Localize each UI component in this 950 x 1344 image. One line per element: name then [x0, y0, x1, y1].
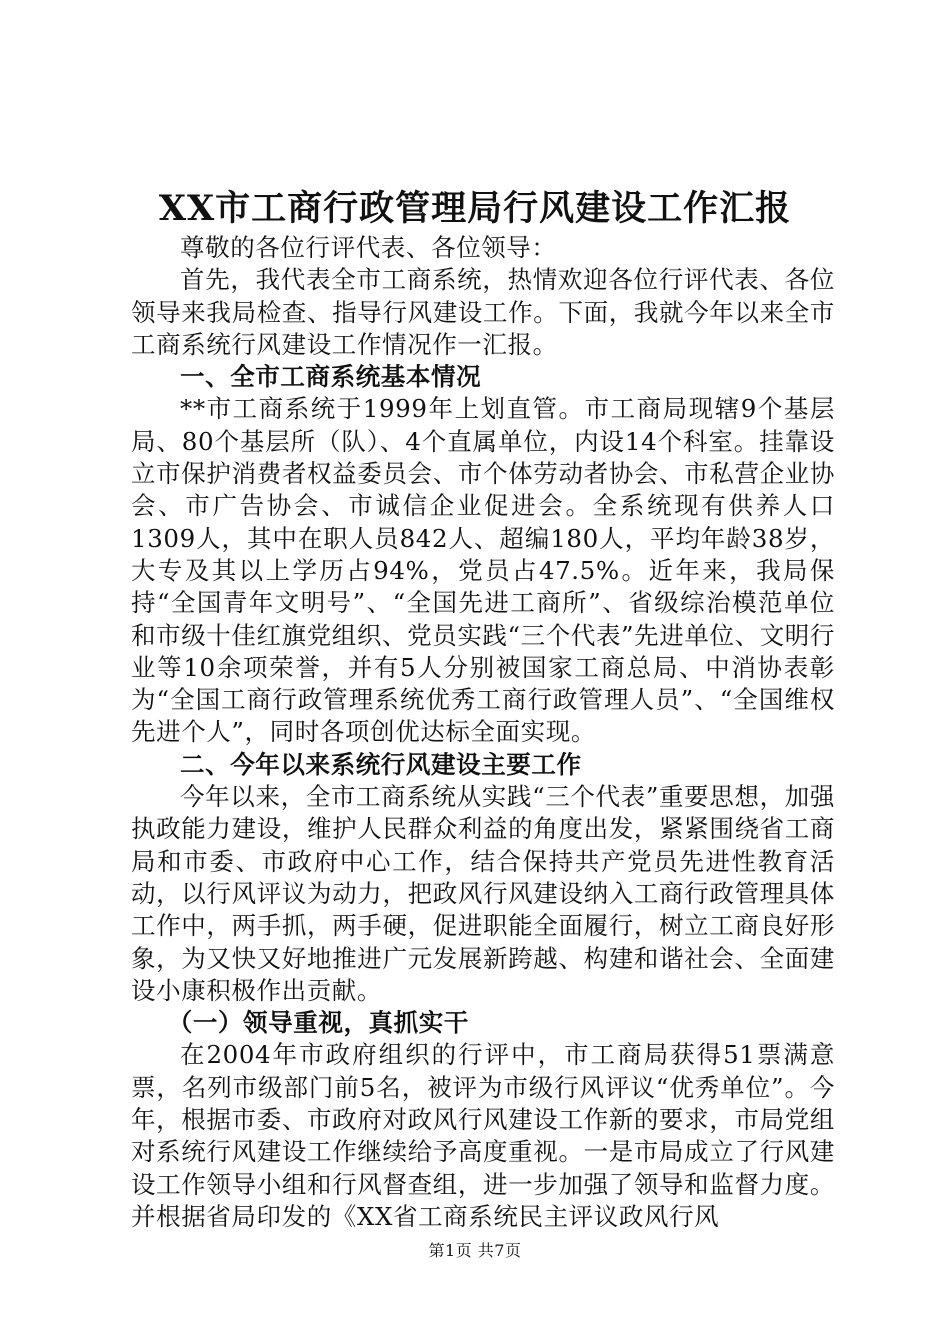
document-body: [131, 232, 835, 1233]
subsection-1-paragraph: 在2004年市政府组织的行评中，市工商局获得51票满意票，名列市级部门前5名，被评为市级行风评议“优秀单位”。今年，根据市委、市政府对政风行风建设工作新的要求，市局党组对系统行风建设工作继续给予高度重视。一是市局成立了行风建设工作领导小组和行风督查组，进一步加强了领导和监督力度。并根据省局印发的《XX省工商系统民主评议政风行风: [131, 1040, 835, 1231]
section-heading-1: 一、全市工商系统基本情况: [180, 362, 482, 392]
salutation-paragraph: 尊敬的各位行评代表、各位领导：: [180, 233, 557, 262]
subsection-heading-1: （一）领导重视，真抓实干: [167, 1008, 469, 1038]
section-heading-2: 二、今年以来系统行风建设主要工作: [180, 749, 582, 779]
section-2-paragraph: 今年以来，全市工商系统从实践“三个代表”重要思想，加强执政能力建设，维护人民群众利益的角度出发，紧紧围绕省工商局和市委、市政府中心工作，结合保持共产党员先进性教育活动，以行风评议为动力，把政风行风建设纳入工商行政管理具体工作中，两手抓，两手硬，促进职能全面履行，树立工商良好形象，为又快又好地推进广元发展新跨越、构建和谐社会、全面建设小康积极作出贡献。: [131, 782, 835, 1005]
intro-paragraph: 首先，我代表全市工商系统，热情欢迎各位行评代表、各位领导来我局检查、指导行风建设工作。下面，我就今年以来全市工商系统行风建设工作情况作一汇报。: [131, 265, 835, 359]
document-title: XX市工商行政管理局行风建设工作汇报: [158, 188, 792, 229]
section-1-paragraph: **市工商系统于1999年上划直管。市工商局现辖9个基层局、80个基层所（队）、4个直属单位，内设14个科室。挂靠设立市保护消费者权益委员会、市个体劳动者协会、市私营企业协会、市广告协会、市诚信企业促进会。全系统现有供养人口1309人，其中在职人员842人、超编180人，平均年龄38岁，大专及其以上学历占94%，党员占47.5%。近年来，我局保持“全国青年文明号”、“全国先进工商所”、省级综治模范单位和市级十佳红旗党组织、党员实践“三个代表”先进单位、文明行业等10余项荣誉，并有5人分别被国家工商总局、中消协表彰为“全国工商行政管理系统优秀工商行政管理人员”、“全国维权先进个人”，同时各项创优达标全面实现。: [131, 394, 835, 747]
page-number-footer: 第1页 共7页: [428, 1241, 522, 1260]
